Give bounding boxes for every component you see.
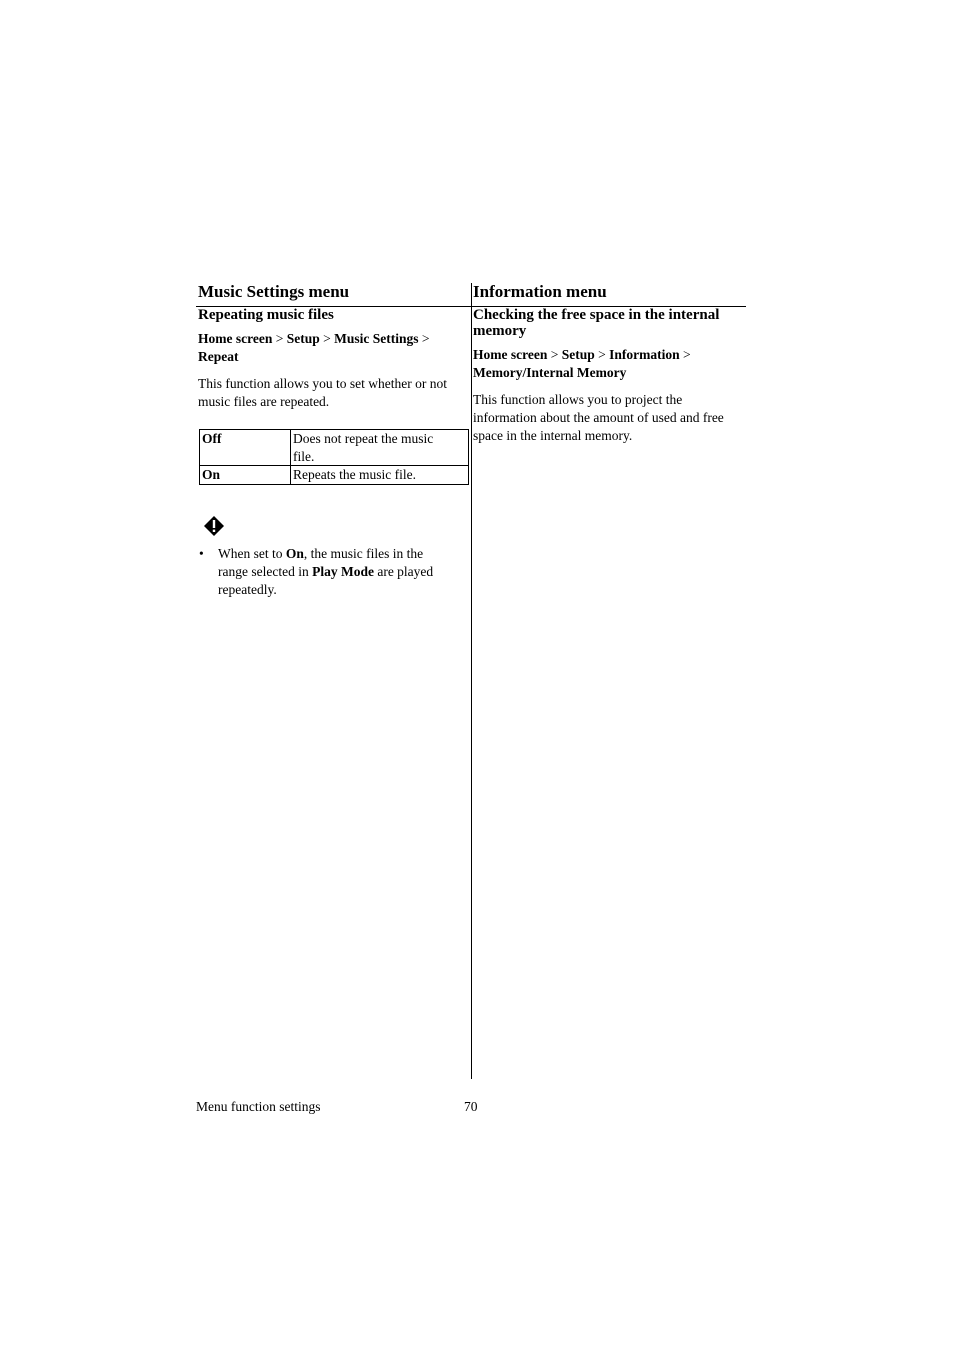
nav-sep: >: [594, 347, 610, 362]
free-space-subheading: [473, 307, 745, 339]
repeat-options-table: [199, 429, 469, 485]
left-description-line1: This function allows you to set whether or not: [198, 376, 447, 391]
free-space-subheading-line2: memory: [473, 323, 527, 339]
page-number: 70: [464, 1099, 478, 1114]
option-key-off: Off: [200, 430, 291, 466]
option-desc-off: [291, 430, 469, 466]
left-description-line2: music files are repeated.: [198, 394, 330, 409]
option-desc-on: Repeats the music file.: [291, 466, 469, 485]
table-row: [200, 430, 469, 466]
table-row: [200, 466, 469, 485]
nav-home-screen: Home screen: [198, 331, 273, 346]
note-text-part: , the music files in the: [303, 546, 424, 561]
warning-diamond-icon: [204, 516, 224, 536]
note-bold-play-mode: Play Mode: [312, 564, 374, 579]
footer-section-label: Menu function settings: [196, 1099, 321, 1114]
note-text-part: repeatedly.: [218, 582, 277, 597]
nav-sep: >: [272, 331, 287, 346]
nav-memory-internal: Memory/Internal Memory: [473, 365, 627, 380]
right-nav-path: [473, 346, 745, 382]
nav-sep: >: [679, 347, 691, 362]
bullet-marker: •: [199, 546, 204, 561]
nav-sep: >: [547, 347, 562, 362]
option-desc-off-line1: Does not repeat the music: [293, 431, 434, 446]
nav-repeat: Repeat: [198, 349, 239, 364]
note-text-part: When set to: [218, 546, 286, 561]
option-key-on: On: [200, 466, 291, 485]
note-bold-on: On: [285, 546, 304, 561]
right-description-line2: information about the amount of used and free: [473, 410, 724, 425]
column-divider: [471, 283, 472, 1079]
note-text: [218, 545, 470, 599]
option-desc-off-line2: file.: [293, 448, 315, 464]
nav-sep: >: [319, 331, 335, 346]
nav-setup: Setup: [561, 347, 595, 362]
nav-information: Information: [609, 347, 680, 362]
left-nav-path: [198, 330, 468, 366]
information-heading: Information menu: [473, 282, 607, 301]
note-text-part: are played: [373, 564, 434, 579]
right-description: [473, 391, 745, 445]
nav-setup: Setup: [286, 331, 320, 346]
nav-sep: >: [418, 331, 430, 346]
right-description-line1: This function allows you to project the: [473, 392, 683, 407]
free-space-subheading-line1: Checking the free space in the internal: [473, 307, 720, 323]
left-description: [198, 375, 470, 411]
music-settings-heading: Music Settings menu: [198, 282, 350, 301]
nav-home-screen: Home screen: [473, 347, 548, 362]
nav-music-settings: Music Settings: [334, 331, 419, 346]
repeat-subheading: Repeating music files: [198, 307, 334, 323]
note-text-part: range selected in: [218, 564, 313, 579]
right-description-line3: space in the internal memory.: [473, 428, 633, 443]
